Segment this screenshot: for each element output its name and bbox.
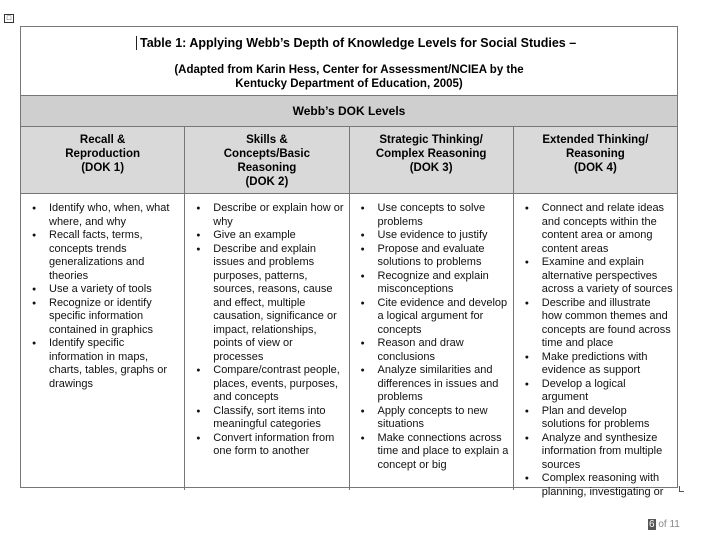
heading-line: (DOK 4) (573, 162, 617, 174)
list-item: ● Complex reasoning with planning, investigating or (542, 472, 673, 499)
list-item: ● Analyze and synthesize information from multiple sources (542, 432, 673, 473)
list-item: ● Classify, sort items into meaningful categories (213, 405, 344, 432)
list-item: ● Use evidence to justify (378, 229, 509, 243)
dok-levels-header: Webb’s DOK Levels (21, 96, 677, 127)
page-edge-mark (679, 486, 684, 492)
dok-2-heading (185, 127, 349, 193)
list-item: ● Propose and evaluate solutions to problems (378, 243, 509, 270)
list-item: ● Connect and relate ideas and concepts within the content area or among content areas (542, 202, 673, 256)
list-item: ● Apply concepts to new situations (378, 405, 509, 432)
list-item: ● Recall facts, terms, concepts trends generalizations and theories (49, 229, 180, 283)
list-item: ● Identify specific information in maps, charts, tables, graphs or drawings (49, 337, 180, 391)
heading-line: Concepts/Basic (223, 148, 311, 160)
list-item: ● Describe and illustrate how common themes and concepts are found across time and place (542, 297, 673, 351)
bullet-list (520, 202, 673, 499)
dok-1-column (21, 194, 185, 490)
dok-4-column (514, 194, 677, 498)
window-restore-icon[interactable]: □ (4, 14, 14, 23)
heading-line: (DOK 2) (245, 176, 289, 188)
dok-2-column (185, 194, 349, 490)
dok-columns (21, 194, 677, 498)
heading-line: Reproduction (65, 148, 140, 160)
heading-line: Skills & (246, 134, 288, 146)
list-item: ● Use concepts to solve problems (378, 202, 509, 229)
list-item: ● Make predictions with evidence as support (542, 351, 673, 378)
list-item: ● Cite evidence and develop a logical argument for concepts (378, 297, 509, 338)
heading-line: (DOK 3) (409, 162, 453, 174)
list-item: ● Develop a logical argument (542, 378, 673, 405)
heading-line: Reasoning (565, 148, 625, 160)
heading-line: Strategic Thinking/ (379, 134, 483, 146)
heading-line: Recall & (79, 134, 126, 146)
list-item: ● Describe and explain issues and problems purposes, patterns, sources, reasons, cause and effect, multiple causation, significance or impact, relationships, points of view or processes (213, 243, 344, 365)
list-item: ● Recognize and explain misconceptions (378, 270, 509, 297)
column-headings (21, 127, 677, 194)
bullet-list (191, 202, 344, 459)
dok-1-heading (21, 127, 185, 193)
dok-4-heading (514, 127, 677, 193)
list-item: ● Describe or explain how or why (213, 202, 344, 229)
table-title: Table 1: Applying Webb’s Depth of Knowledge Levels for Social Studies – (136, 36, 576, 50)
list-item: ● Identify who, when, what where, and why (49, 202, 180, 229)
heading-line: Reasoning (237, 162, 297, 174)
list-item: ● Give an example (213, 229, 344, 243)
list-item: ● Examine and explain alternative perspectives across a variety of sources (542, 256, 673, 297)
list-item: ● Analyze similarities and differences in issues and problems (378, 364, 509, 405)
page-indicator (648, 519, 680, 530)
heading-line: (DOK 1) (81, 162, 125, 174)
bullet-list (27, 202, 180, 391)
document-page (20, 26, 678, 498)
list-item: ● Reason and draw conclusions (378, 337, 509, 364)
page-total: of 11 (655, 519, 680, 530)
list-item: ● Compare/contrast people, places, events, purposes, and concepts (213, 364, 344, 405)
title-block (21, 27, 677, 96)
list-item: ● Convert information from one form to another (213, 432, 344, 459)
current-page: 6 (649, 519, 655, 530)
list-item: ● Make connections across time and place to explain a concept or big (378, 432, 509, 473)
list-item: ● Use a variety of tools (49, 283, 180, 297)
heading-line: Complex Reasoning (375, 148, 487, 160)
dok-3-heading (350, 127, 514, 193)
heading-line: Extended Thinking/ (542, 134, 649, 146)
list-item: ● Plan and develop solutions for problems (542, 405, 673, 432)
table-subtitle: (Adapted from Karin Hess, Center for Assessment/NCIEA by the Kentucky Department of Education, 2005) (174, 64, 524, 90)
bullet-list (356, 202, 509, 472)
dok-3-column (350, 194, 514, 490)
list-item: ● Recognize or identify specific information contained in graphics (49, 297, 180, 338)
